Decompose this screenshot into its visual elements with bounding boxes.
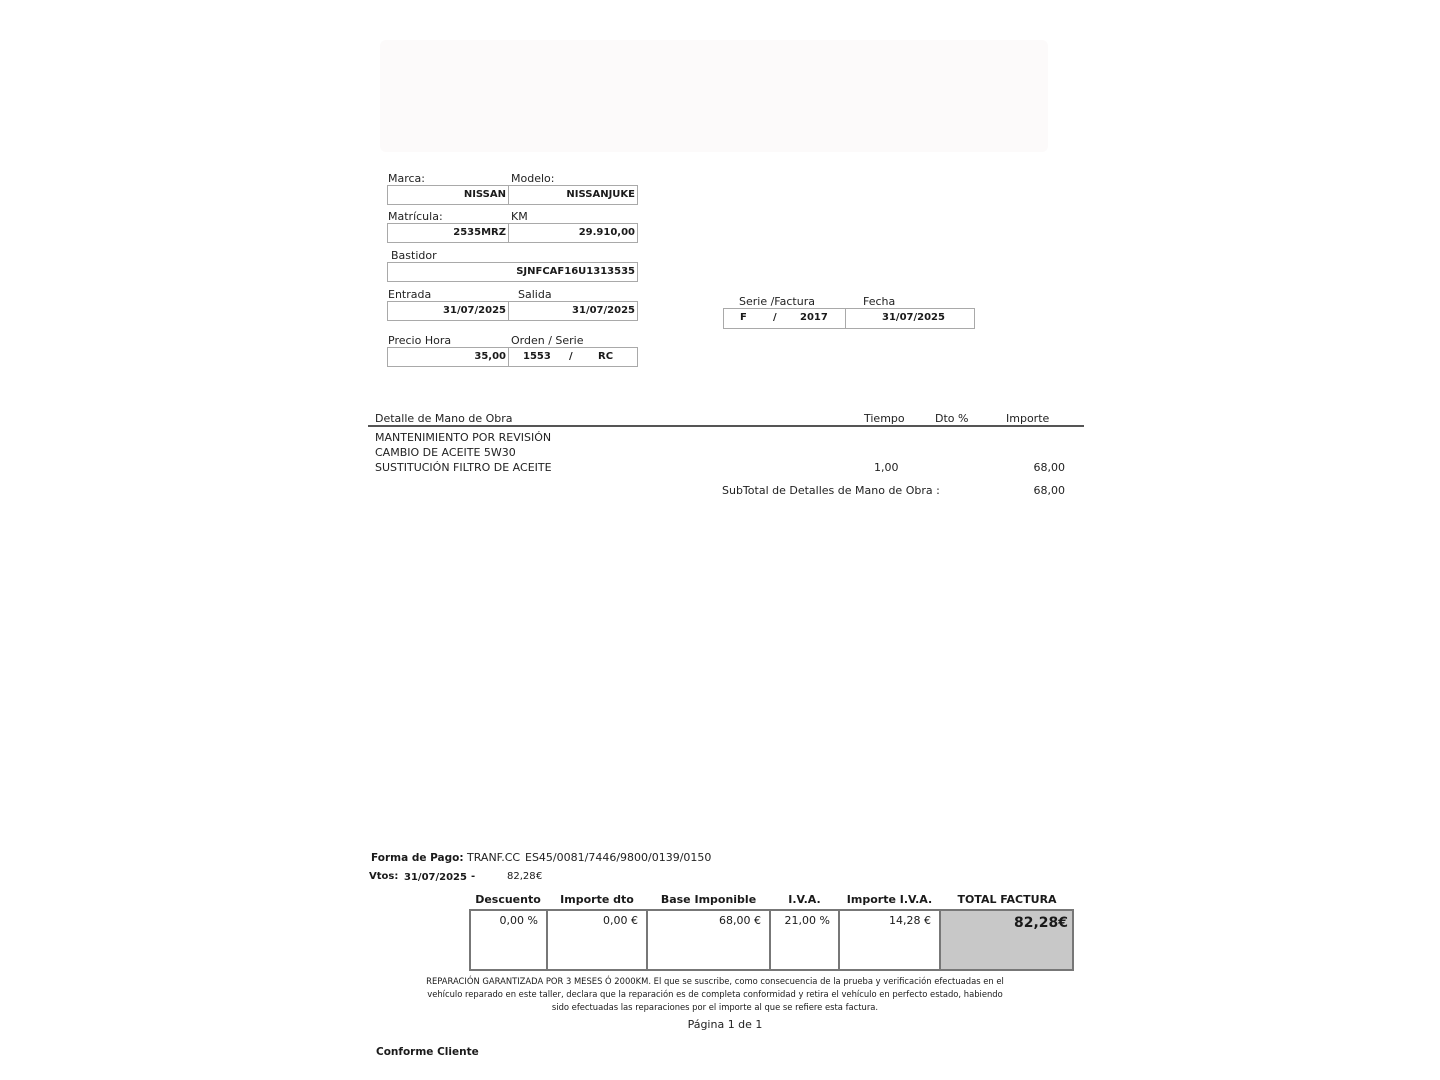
labor-line: SUSTITUCIÓN FILTRO DE ACEITE xyxy=(375,461,552,474)
descuento-header: Descuento xyxy=(475,893,541,906)
detalle-header: Detalle de Mano de Obra xyxy=(375,412,513,425)
bastidor-label: Bastidor xyxy=(391,249,437,262)
importe-iva-header: Importe I.V.A. xyxy=(846,893,933,906)
dto-header: Dto % xyxy=(935,412,969,425)
vtos-label: Vtos: xyxy=(369,871,399,882)
km-label: KM xyxy=(511,210,528,223)
matricula-value: 2535MRZ xyxy=(453,227,506,238)
iban-value: ES45/0081/7446/9800/0139/0150 xyxy=(525,851,712,864)
subtotal-label: SubTotal de Detalles de Mano de Obra : xyxy=(722,484,940,497)
precio-orden-box xyxy=(387,347,638,367)
base-header: Base Imponible xyxy=(660,893,757,906)
importe-iva-value: 14,28 € xyxy=(838,909,941,971)
bastidor-value: SJNFCAF16U1313535 xyxy=(516,266,635,277)
fecha-label: Fecha xyxy=(863,295,896,308)
labor-line: CAMBIO DE ACEITE 5W30 xyxy=(375,446,516,459)
importe-dto-value: 0,00 € xyxy=(546,909,648,971)
entrada-label: Entrada xyxy=(388,288,432,301)
orden-slash: / xyxy=(569,351,573,362)
salida-value: 31/07/2025 xyxy=(572,305,635,316)
importe-dto-header: Importe dto xyxy=(560,893,634,906)
iva-value: 21,00 % xyxy=(769,909,840,971)
header-rule xyxy=(368,425,1084,427)
km-value: 29.910,00 xyxy=(578,227,635,238)
labor-importe: 68,00 xyxy=(1033,461,1065,474)
invoice-date: 31/07/2025 xyxy=(882,312,945,323)
entrada-salida-box xyxy=(387,301,638,321)
conforme-cliente: Conforme Cliente xyxy=(376,1046,479,1058)
marca-modelo-box xyxy=(387,185,638,205)
total-factura-value: 82,28€ xyxy=(939,909,1074,971)
importe-header: Importe xyxy=(1006,412,1050,425)
labor-line: MANTENIMIENTO POR REVISIÓN xyxy=(375,431,552,444)
bastidor-box xyxy=(387,262,638,282)
forma-pago-label: Forma de Pago: xyxy=(371,852,464,864)
orden-label: Orden / Serie xyxy=(511,334,584,347)
entrada-value: 31/07/2025 xyxy=(443,305,506,316)
precio-value: 35,00 xyxy=(474,351,506,362)
modelo-label: Modelo: xyxy=(511,172,555,185)
salida-label: Salida xyxy=(518,288,552,301)
invoice-serie: F xyxy=(740,312,747,323)
vto-date: 31/07/2025 xyxy=(404,872,467,883)
serie-factura-label: Serie /Factura xyxy=(739,295,815,308)
modelo-value: NISSANJUKE xyxy=(566,189,635,200)
serie-value: RC xyxy=(598,351,614,362)
iva-header: I.V.A. xyxy=(788,893,821,906)
redacted-header xyxy=(380,40,1048,152)
vto-amount: 82,28 xyxy=(507,871,536,882)
descuento-value: 0,00 % xyxy=(469,909,548,971)
serie-fecha-box xyxy=(723,308,975,329)
invoice-number: 2017 xyxy=(800,312,828,323)
legal-text-line-1: REPARACIÓN GARANTIZADA POR 3 MESES Ó 2000KM. El que se suscribe, como consecuencia de la prueba y verificación efectuadas en el xyxy=(426,976,1004,986)
legal-text-line-2: vehículo reparado en este taller, declara que la reparación es de completa conformidad y retira el vehículo en perfecto estado, habiendo xyxy=(427,989,1003,999)
vto-dash: - xyxy=(471,871,476,882)
orden-value: 1553 xyxy=(523,351,551,362)
precio-label: Precio Hora xyxy=(388,334,452,347)
total-header: TOTAL FACTURA xyxy=(957,893,1057,906)
marca-label: Marca: xyxy=(388,172,426,185)
matricula-km-box xyxy=(387,223,638,243)
tiempo-header: Tiempo xyxy=(864,412,905,425)
forma-pago-value: TRANF.CC xyxy=(467,851,521,864)
vto-currency: € xyxy=(536,871,543,882)
labor-tiempo: 1,00 xyxy=(874,461,899,474)
divider xyxy=(508,348,509,366)
matricula-label: Matrícula: xyxy=(388,210,443,223)
subtotal-value: 68,00 xyxy=(1033,484,1065,497)
page-number: Página 1 de 1 xyxy=(687,1018,763,1031)
marca-value: NISSAN xyxy=(463,189,506,200)
divider xyxy=(845,309,846,328)
base-value: 68,00 € xyxy=(646,909,771,971)
legal-text-line-3: sido efectuadas las reparaciones por el importe al que se refiere esta factura. xyxy=(551,1002,879,1012)
invoice-slash: / xyxy=(773,312,777,323)
